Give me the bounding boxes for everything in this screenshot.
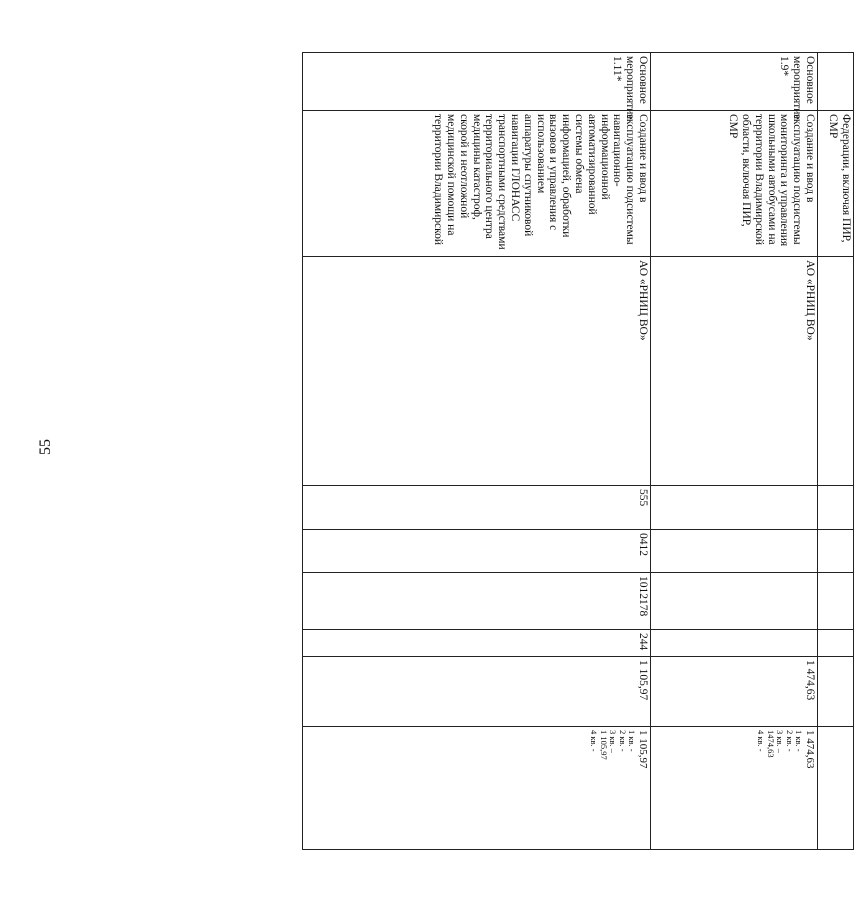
total-amount: 1 105,97 bbox=[303, 657, 651, 727]
schedule-q3-value: 1 105,97 bbox=[599, 730, 609, 760]
header-empty-cell bbox=[818, 486, 854, 530]
header-empty-cell bbox=[818, 530, 854, 573]
budget-table bbox=[302, 52, 854, 850]
measure-name: Создание и ввод в эксплуатацию подсистемы навигационно-информационной автоматизированной системы обмена информацией, обработки вызовов и управления с использованием аппаратуры спутниковой навигации ГЛОНАСС транспортными средствами территориального центра медицины катастроф, скорой и неотложной медицинской помощи на территории Владимирской bbox=[303, 111, 651, 257]
header-continuation-cell: Федерации, включая ПИР, СМР bbox=[818, 111, 854, 257]
measure-label: Основное мероприятие 1.11* bbox=[303, 53, 651, 111]
header-empty-cell bbox=[818, 727, 854, 850]
schedule-q3-value: 1474,63 bbox=[766, 730, 776, 758]
header-empty-cell bbox=[818, 257, 854, 486]
page-number: 55 bbox=[37, 439, 54, 455]
csr-code bbox=[651, 573, 818, 630]
header-empty-cell bbox=[818, 630, 854, 657]
header-empty-cell bbox=[818, 657, 854, 727]
rzpr-code bbox=[651, 530, 818, 573]
schedule-q2: 2 кв. - bbox=[785, 730, 795, 752]
measure-name: Создание и ввод в эксплуатацию подсистемы мониторинга и управления школьными автобусами на территории Владимирской области, включая ПИР, СМР bbox=[651, 111, 818, 257]
executor: АО «РНИЦ ВО» bbox=[303, 257, 651, 486]
total-amount: 1 474,63 bbox=[651, 657, 818, 727]
csr-code: 1012178 bbox=[303, 573, 651, 630]
schedule-q3: 3 кв. – bbox=[775, 730, 786, 754]
rotated-table bbox=[302, 52, 854, 849]
header-empty-cell bbox=[818, 573, 854, 630]
grbs-code bbox=[651, 486, 818, 530]
schedule-total: 1 105,97 bbox=[637, 730, 649, 769]
schedule-q3: 3 кв. – bbox=[608, 730, 619, 754]
vr-code bbox=[651, 630, 818, 657]
vr-code: 244 bbox=[303, 630, 651, 657]
rzpr-code: 0412 bbox=[303, 530, 651, 573]
schedule-q4: 4 кв. - bbox=[589, 730, 600, 752]
schedule-q4: 4 кв. - bbox=[756, 730, 767, 752]
grbs-code: 555 bbox=[303, 486, 651, 530]
schedule-q2: 2 кв. - bbox=[618, 730, 628, 752]
schedule-q1: 1 кв. - bbox=[794, 730, 805, 752]
table-row bbox=[651, 53, 818, 850]
executor: АО «РНИЦ ВО» bbox=[651, 257, 818, 486]
schedule-total: 1 474,63 bbox=[804, 730, 816, 769]
quarterly-schedule bbox=[651, 727, 818, 850]
quarterly-schedule bbox=[303, 727, 651, 850]
measure-label: Основное мероприятие 1.9* bbox=[651, 53, 818, 111]
schedule-q1: 1 кв. - bbox=[627, 730, 638, 752]
header-row bbox=[818, 53, 854, 850]
header-empty-cell bbox=[818, 53, 854, 111]
table-row bbox=[303, 53, 651, 850]
